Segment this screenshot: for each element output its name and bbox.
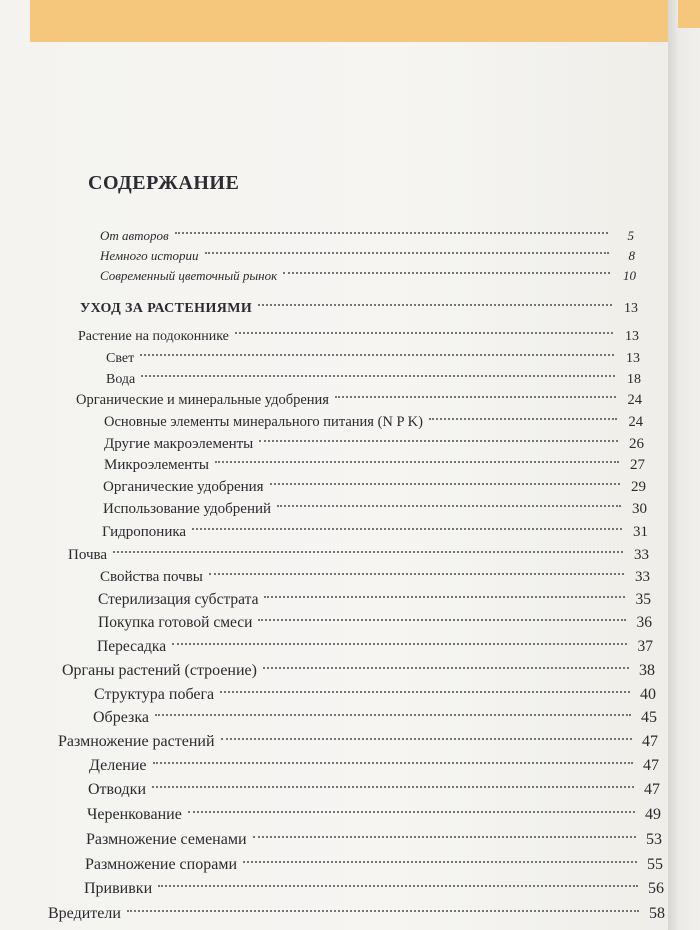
page-header-band bbox=[30, 0, 668, 42]
toc-entry-page: 36 bbox=[636, 614, 652, 631]
toc-entry-title: Размножение спорами bbox=[85, 856, 238, 873]
leader-dots bbox=[264, 574, 625, 598]
leader-dots bbox=[158, 863, 638, 887]
toc-entry-title: Микроэлементы bbox=[104, 457, 209, 473]
leader-dots bbox=[188, 789, 635, 813]
leader-dots bbox=[155, 692, 631, 716]
leader-dots bbox=[335, 374, 616, 398]
toc-entry-title: Прививки bbox=[84, 880, 153, 897]
toc-entry-title: УХОД ЗА РАСТЕНИЯМИ bbox=[80, 301, 253, 316]
leader-dots bbox=[215, 439, 619, 463]
leader-dots bbox=[263, 645, 629, 669]
toc-entry-page: 49 bbox=[645, 806, 661, 823]
leader-dots bbox=[243, 839, 637, 863]
toc-entry-title: Растение на подоконнике bbox=[78, 329, 229, 344]
toc-entry-title: Немного истории bbox=[100, 248, 199, 263]
leader-dots bbox=[153, 740, 633, 764]
leader-dots bbox=[235, 310, 613, 334]
toc-entry-page: 26 bbox=[629, 436, 644, 452]
leader-dots bbox=[209, 551, 624, 575]
leader-dots bbox=[220, 669, 630, 693]
toc-entry-title: Покупка готовой смеси bbox=[98, 614, 253, 631]
toc-entry-page: 40 bbox=[640, 686, 656, 703]
toc-entry-page: 33 bbox=[635, 569, 650, 585]
leader-dots bbox=[277, 483, 621, 507]
toc-entry-page: 38 bbox=[639, 662, 655, 679]
toc-entry-title: Органические и минеральные удобрения bbox=[76, 392, 329, 408]
leader-dots bbox=[127, 888, 639, 912]
toc-entry-page: 13 bbox=[625, 329, 639, 344]
toc-entry-page: 29 bbox=[631, 479, 646, 495]
toc-entry-page: 58 bbox=[649, 905, 665, 922]
toc-entry-page: 47 bbox=[643, 757, 659, 774]
toc-entry-page: 47 bbox=[642, 733, 658, 750]
leader-dots bbox=[113, 529, 623, 553]
toc-entry-title: Стерилизация субстрата bbox=[98, 591, 259, 608]
toc-entry-page: 55 bbox=[647, 856, 663, 873]
toc-entry-title: Вода bbox=[106, 372, 136, 387]
toc-entry-title: Свойства почвы bbox=[100, 569, 203, 585]
toc-section bbox=[80, 288, 638, 316]
adjacent-page-band bbox=[678, 0, 700, 28]
toc-entry-title: Черенкование bbox=[87, 806, 182, 823]
leader-dots bbox=[429, 396, 617, 420]
toc-entry-page: 30 bbox=[632, 501, 647, 517]
leader-dots bbox=[192, 506, 622, 530]
toc-entry-title: Вредители bbox=[48, 905, 121, 922]
toc-entry-page: 47 bbox=[644, 781, 660, 798]
toc-entry-title: Современный цветочный рынок bbox=[100, 268, 278, 283]
toc-entry-title: Отводки bbox=[88, 781, 147, 798]
toc-entry-page: 35 bbox=[635, 591, 651, 608]
toc-entry-page: 53 bbox=[646, 831, 662, 848]
toc-entry-title: Использование удобрений bbox=[103, 501, 272, 517]
leader-dots bbox=[152, 764, 634, 788]
toc-entry bbox=[100, 256, 636, 283]
leader-dots bbox=[270, 461, 620, 485]
leader-dots bbox=[172, 621, 627, 645]
toc-entry-title: Свет bbox=[106, 351, 135, 366]
toc-entry-page: 8 bbox=[628, 248, 635, 263]
toc-entry-title: Органические удобрения bbox=[103, 479, 264, 495]
toc-entry-title: Деление bbox=[89, 757, 147, 774]
toc-entry-title: Органы растений (строение) bbox=[62, 662, 257, 679]
toc-entry-page: 24 bbox=[628, 414, 643, 430]
toc-entry-page: 27 bbox=[630, 457, 645, 473]
toc-entry-page: 10 bbox=[623, 268, 636, 283]
toc-entry-page: 13 bbox=[626, 351, 640, 366]
toc-entry-title: Основные элементы минерального питания (N P K) bbox=[104, 414, 423, 430]
leader-dots bbox=[258, 597, 626, 621]
leader-dots bbox=[253, 814, 636, 838]
toc-entry-title: Обрезка bbox=[93, 709, 149, 726]
toc-entry-title: Почва bbox=[68, 547, 108, 563]
toc-entry-title: Гидропоника bbox=[102, 524, 187, 540]
toc-entry-page: 37 bbox=[637, 638, 653, 655]
adjacent-page-edge bbox=[668, 0, 700, 930]
toc-entry bbox=[48, 894, 665, 922]
toc-entry-title: Размножение семенами bbox=[86, 831, 247, 848]
toc-entry-title: Структура побега bbox=[94, 686, 215, 703]
toc-entry-page: 33 bbox=[634, 547, 649, 563]
toc-entry-page: 31 bbox=[633, 524, 648, 540]
toc-entry-title: Пересадка bbox=[97, 638, 167, 655]
toc-entry-page: 13 bbox=[624, 301, 638, 316]
leader-dots bbox=[258, 282, 612, 306]
toc-entry-title: Другие макроэлементы bbox=[104, 436, 254, 452]
page-title: СОДЕРЖАНИЕ bbox=[88, 172, 240, 194]
toc-entry-page: 56 bbox=[648, 880, 664, 897]
toc-entry-page: 45 bbox=[641, 709, 657, 726]
toc-entry-page: 5 bbox=[627, 228, 634, 243]
toc-entry-page: 18 bbox=[627, 372, 641, 387]
leader-dots bbox=[221, 716, 632, 740]
toc-entry-title: Размножение растений bbox=[58, 733, 215, 750]
toc-entry-page: 24 bbox=[627, 392, 642, 408]
leader-dots bbox=[283, 250, 610, 274]
toc-entry-title: От авторов bbox=[100, 228, 169, 243]
